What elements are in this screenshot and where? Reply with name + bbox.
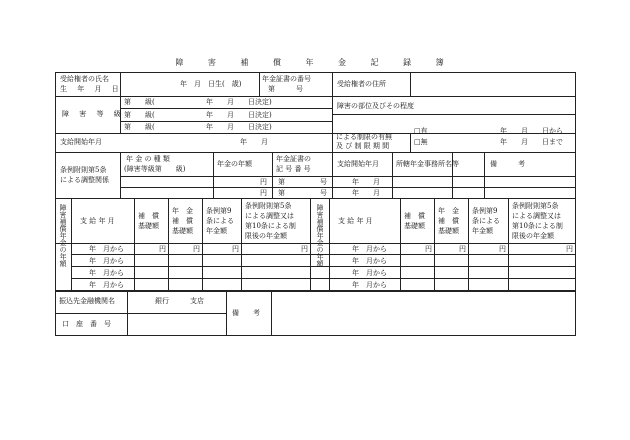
divider	[120, 121, 332, 122]
grade-date-3: 年 月 日決定)	[206, 123, 272, 131]
restriction-from: 年 月 日から	[500, 127, 563, 135]
dai-unit: 第	[278, 189, 285, 197]
col-annual-3: 基礎額	[172, 227, 193, 235]
divider	[434, 198, 435, 291]
divider	[508, 198, 509, 291]
row-from: 年 月から	[352, 257, 387, 265]
divider	[259, 72, 260, 96]
col-adj-4: 限後の年金額	[512, 232, 554, 240]
divider	[71, 198, 72, 291]
grade-row-2: 第 級(	[124, 111, 155, 119]
col-adj-3: 第10条による制	[512, 222, 563, 230]
birth-date-label: 生 年 月 日	[60, 85, 123, 93]
divider	[332, 72, 333, 96]
divider	[452, 152, 453, 198]
col-art9-3: 年金額	[472, 227, 493, 235]
divider	[332, 96, 333, 133]
col-annual-1: 年 金	[172, 207, 193, 215]
divider	[120, 176, 576, 177]
disability-grade-label: 障 害 等 級	[62, 110, 125, 118]
grade-date-2: 年 月 日決定)	[206, 111, 272, 119]
row-from: 年 月から	[89, 281, 124, 289]
divider	[410, 133, 411, 152]
dai-unit: 第	[278, 178, 285, 186]
grade-row-1: 第 級(	[124, 98, 155, 106]
yen-unit: 円	[232, 245, 239, 253]
yen-unit: 円	[260, 189, 267, 197]
account-label: 口 座 番 号	[62, 320, 111, 328]
divider	[310, 198, 311, 291]
divider	[410, 72, 411, 96]
adjustment-label-1: 条例附則第5条	[60, 166, 107, 174]
divider	[468, 198, 469, 291]
col-art9-2: 条による	[472, 217, 500, 225]
divider	[271, 291, 272, 336]
bank-remarks-label: 備 考	[232, 309, 260, 317]
annual-amount-label: 年金の年額	[217, 160, 252, 168]
divider	[55, 96, 576, 97]
gou-unit: 号	[320, 189, 327, 197]
office-name-label: 所轄年金事務所名等	[396, 160, 459, 168]
yen-unit: 円	[260, 178, 267, 186]
divider	[134, 198, 135, 291]
divider	[55, 152, 576, 153]
restriction-to: 年 月 日まで	[500, 138, 563, 146]
remarks-label: 備 考	[490, 160, 525, 168]
col-annual-2: 補 償	[172, 217, 193, 225]
row-from: 年 月から	[352, 269, 387, 277]
row-from: 年 月から	[89, 245, 124, 253]
gou-unit: 号	[320, 178, 327, 186]
yen-unit: 円	[301, 245, 308, 253]
col-art9-3: 年金額	[206, 227, 227, 235]
body-part-label: 障害の部位及びその程度	[337, 102, 414, 110]
recipient-name-label: 受給権者の氏名	[60, 75, 109, 83]
birth-date-value: 年 月 日生( 歳)	[180, 80, 242, 88]
col-basic-1: 補 償	[404, 212, 425, 220]
col-art9-1: 条例第9	[472, 207, 498, 215]
cert-no-label-1: 年金証書の	[276, 155, 311, 163]
col-art9-2: 条による	[206, 217, 234, 225]
divider	[213, 152, 214, 198]
page-title: 障 害 補 償 年 金 記 録 簿	[175, 58, 455, 67]
divider	[226, 291, 227, 336]
divider	[400, 198, 401, 291]
ym-value: 年 月	[352, 178, 380, 186]
cert-number-label: 年金証書の番号	[262, 75, 311, 83]
bank-value: 銀行 支店	[155, 297, 204, 305]
divider	[120, 108, 332, 109]
divider	[120, 152, 121, 198]
divider	[168, 198, 169, 291]
adjustment-label-2: による調整関係	[60, 176, 109, 184]
yen-unit: 円	[459, 245, 466, 253]
pension-type-2: (障害等級第 級)	[124, 165, 186, 173]
divider	[55, 133, 576, 134]
address-label: 受給権者の住所	[337, 80, 386, 88]
restriction-label-2: による制限の有無	[336, 133, 392, 141]
divider	[332, 133, 333, 152]
payment-start-label: 支給開始年月	[60, 138, 102, 146]
bank-label: 振込先金融機関名	[59, 297, 115, 305]
yen-unit: 円	[193, 245, 200, 253]
divider	[332, 114, 576, 115]
row-from: 年 月から	[89, 257, 124, 265]
divider	[272, 152, 273, 198]
grade-row-3: 第 級(	[124, 123, 155, 131]
divider	[329, 198, 330, 291]
side-label-right: 障害補償年金の年額	[316, 204, 324, 267]
row-from: 年 月から	[352, 245, 387, 253]
divider	[55, 313, 226, 314]
grade-date-1: 年 月 日決定)	[206, 98, 272, 106]
restriction-yes-checkbox[interactable]: □有	[414, 127, 428, 135]
col-adj-2: による調整又は	[512, 212, 561, 220]
start-month-label: 支給開始年月	[337, 160, 379, 168]
divider	[241, 198, 242, 291]
restriction-label-3: 及 び 制 限 期 間	[336, 142, 390, 150]
divider	[332, 152, 333, 198]
divider	[120, 187, 576, 188]
yen-unit: 円	[425, 245, 432, 253]
col-adj-1: 条例附則第5条	[512, 202, 559, 210]
restriction-no-checkbox[interactable]: □無	[414, 138, 428, 146]
divider	[484, 152, 485, 198]
col-annual-1: 年 金	[438, 207, 459, 215]
payment-start-value: 年 月	[240, 138, 268, 146]
divider	[392, 152, 393, 198]
col-period: 支 給 年 月	[338, 217, 373, 225]
pension-type-1: 年 金 の 種 類	[126, 155, 170, 163]
divider	[127, 291, 128, 336]
ym-value: 年 月	[352, 189, 380, 197]
col-period: 支 給 年 月	[80, 217, 115, 225]
cert-number-value: 第 号	[268, 85, 303, 93]
col-basic-1: 補 償	[138, 212, 159, 220]
col-adj-1: 条例附則第5条	[245, 202, 292, 210]
yen-unit: 円	[499, 245, 506, 253]
col-basic-2: 基礎額	[404, 222, 425, 230]
col-annual-3: 基礎額	[438, 227, 459, 235]
col-annual-2: 補 償	[438, 217, 459, 225]
row-from: 年 月から	[89, 269, 124, 277]
col-basic-2: 基礎額	[138, 222, 159, 230]
yen-unit: 円	[159, 245, 166, 253]
side-label-left: 障害補償年金の年額	[59, 204, 67, 267]
cert-no-label-2: 記 号 番 号	[276, 165, 311, 173]
yen-unit: 円	[566, 245, 573, 253]
col-art9-1: 条例第9	[206, 207, 232, 215]
row-from: 年 月から	[352, 281, 387, 289]
divider	[202, 198, 203, 291]
divider	[71, 278, 576, 279]
col-adj-2: による調整又は	[245, 212, 294, 220]
col-adj-3: 第10条による制	[245, 222, 296, 230]
col-adj-4: 限後の年金額	[245, 232, 287, 240]
